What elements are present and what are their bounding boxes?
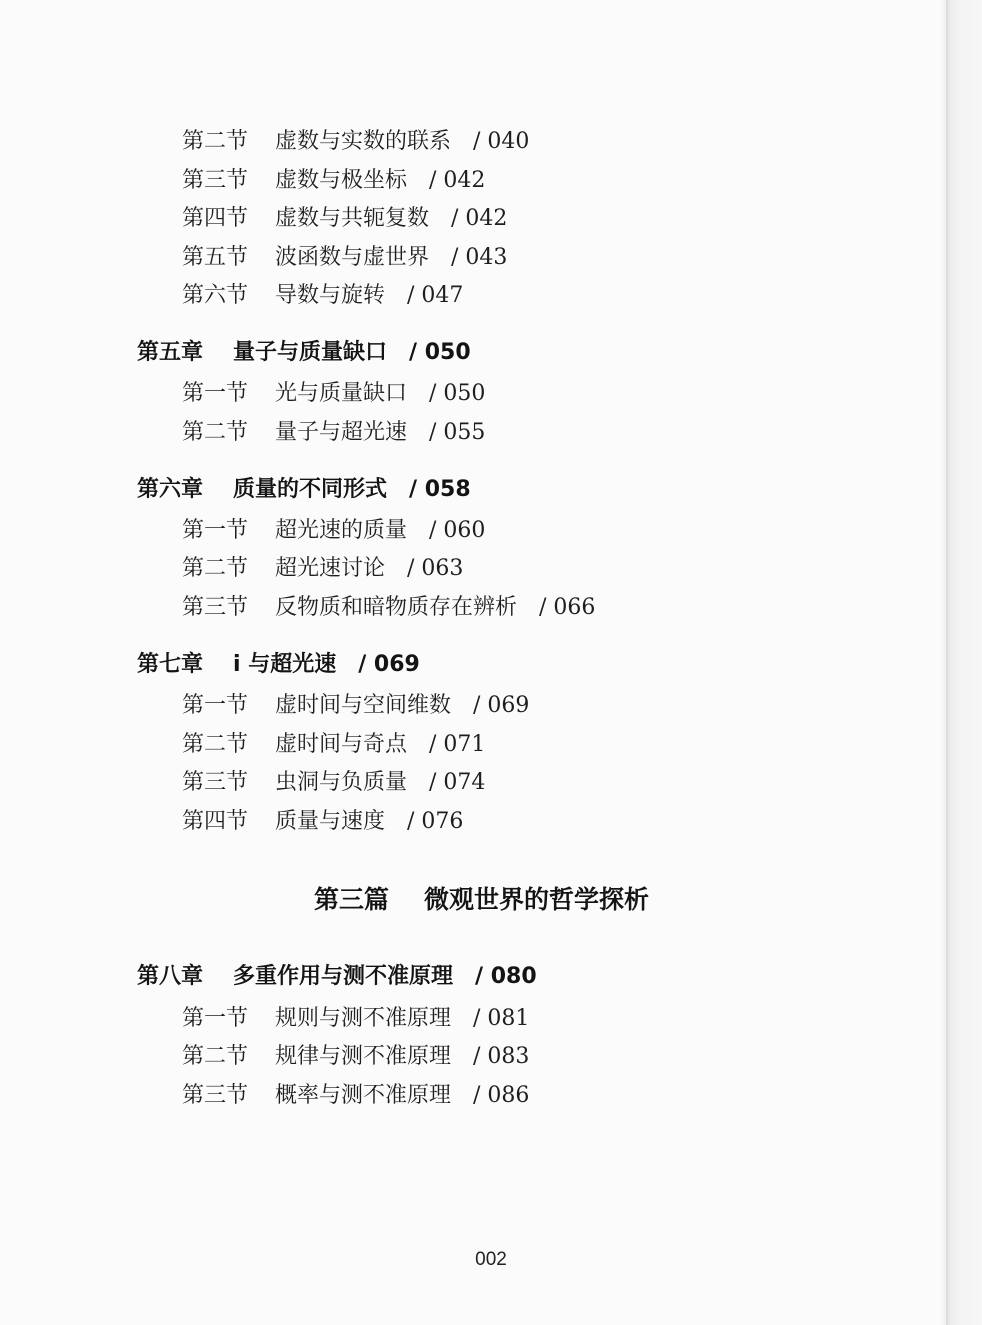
toc-entry-part	[314, 887, 649, 912]
chapter-title: 量子与质量缺口	[233, 340, 388, 365]
section-label: 第三节	[182, 168, 249, 193]
section-title: 超光速讨论	[275, 556, 386, 581]
page-ref: / 074	[429, 770, 486, 795]
page-ref: / 086	[473, 1083, 530, 1108]
section-label: 第一节	[182, 381, 249, 406]
section-label: 第六节	[182, 283, 249, 308]
toc-entry-section	[182, 131, 529, 153]
toc-entry-section	[182, 285, 463, 307]
toc-entry-section	[182, 208, 507, 230]
section-label: 第五节	[182, 245, 249, 270]
section-label: 第二节	[182, 556, 249, 581]
section-label: 第四节	[182, 809, 249, 834]
chapter-title: i 与超光速	[233, 652, 337, 677]
toc-entry-chapter	[137, 479, 471, 501]
page-ref: / 040	[473, 129, 530, 154]
page-ref: / 081	[473, 1006, 530, 1031]
section-label: 第三节	[182, 770, 249, 795]
toc-entry-section	[182, 558, 463, 580]
toc-entry-section	[182, 1008, 529, 1030]
section-title: 虚数与共轭复数	[275, 206, 430, 231]
chapter-label: 第六章	[137, 477, 204, 502]
page-ref: / 058	[409, 477, 471, 502]
chapter-label: 第七章	[137, 652, 204, 677]
page-ref: / 043	[451, 245, 508, 270]
page-ref: / 050	[429, 381, 486, 406]
section-title: 反物质和暗物质存在辨析	[275, 595, 518, 620]
chapter-title: 质量的不同形式	[233, 477, 388, 502]
page-ref: / 066	[539, 595, 596, 620]
page-number: 002	[475, 1249, 507, 1270]
section-title: 波函数与虚世界	[275, 245, 430, 270]
section-label: 第三节	[182, 595, 249, 620]
toc-entry-section	[182, 734, 485, 756]
part-label: 第三篇	[314, 885, 390, 914]
page-ref: / 060	[429, 518, 486, 543]
page-ref: / 083	[473, 1044, 530, 1069]
section-label: 第二节	[182, 129, 249, 154]
section-title: 质量与速度	[275, 809, 386, 834]
section-title: 虚数与极坐标	[275, 168, 408, 193]
part-title: 微观世界的哲学探析	[424, 885, 650, 914]
section-label: 第二节	[182, 420, 249, 445]
toc-entry-section	[182, 1046, 529, 1068]
section-label: 第一节	[182, 518, 249, 543]
toc-entry-chapter	[137, 654, 420, 676]
section-title: 超光速的质量	[275, 518, 408, 543]
section-title: 规律与测不准原理	[275, 1044, 452, 1069]
section-title: 虚时间与空间维数	[275, 693, 452, 718]
toc-entry-chapter	[137, 966, 537, 988]
section-title: 光与质量缺口	[275, 381, 408, 406]
page-ref: / 071	[429, 732, 486, 757]
toc-entry-section	[182, 772, 485, 794]
toc-entry-section	[182, 422, 485, 444]
page-ref: / 055	[429, 420, 486, 445]
toc-entry-section	[182, 811, 463, 833]
page-ref: / 069	[358, 652, 420, 677]
chapter-title: 多重作用与测不准原理	[233, 964, 454, 989]
toc-entry-section	[182, 597, 595, 619]
section-label: 第三节	[182, 1083, 249, 1108]
section-label: 第一节	[182, 693, 249, 718]
toc-entry-section	[182, 170, 485, 192]
section-title: 概率与测不准原理	[275, 1083, 452, 1108]
section-label: 第一节	[182, 1006, 249, 1031]
page-ref: / 076	[407, 809, 464, 834]
toc-entry-section	[182, 695, 529, 717]
toc-entry-section	[182, 383, 485, 405]
section-label: 第二节	[182, 1044, 249, 1069]
chapter-label: 第五章	[137, 340, 204, 365]
page-ref: / 047	[407, 283, 464, 308]
page-ref: / 042	[451, 206, 508, 231]
section-title: 规则与测不准原理	[275, 1006, 452, 1031]
section-title: 虚数与实数的联系	[275, 129, 452, 154]
toc-entry-section	[182, 247, 507, 269]
toc-entry-section	[182, 1085, 529, 1107]
chapter-label: 第八章	[137, 964, 204, 989]
page-ref: / 080	[475, 964, 537, 989]
section-label: 第四节	[182, 206, 249, 231]
page-ref: / 063	[407, 556, 464, 581]
section-title: 虚时间与奇点	[275, 732, 408, 757]
toc-entry-chapter	[137, 342, 471, 364]
section-label: 第二节	[182, 732, 249, 757]
page-ref: / 050	[409, 340, 471, 365]
page-ref: / 042	[429, 168, 486, 193]
section-title: 虫洞与负质量	[275, 770, 408, 795]
adjacent-page-edge	[946, 0, 982, 1325]
page-ref: / 069	[473, 693, 530, 718]
toc-entry-section	[182, 520, 485, 542]
section-title: 量子与超光速	[275, 420, 408, 445]
section-title: 导数与旋转	[275, 283, 386, 308]
